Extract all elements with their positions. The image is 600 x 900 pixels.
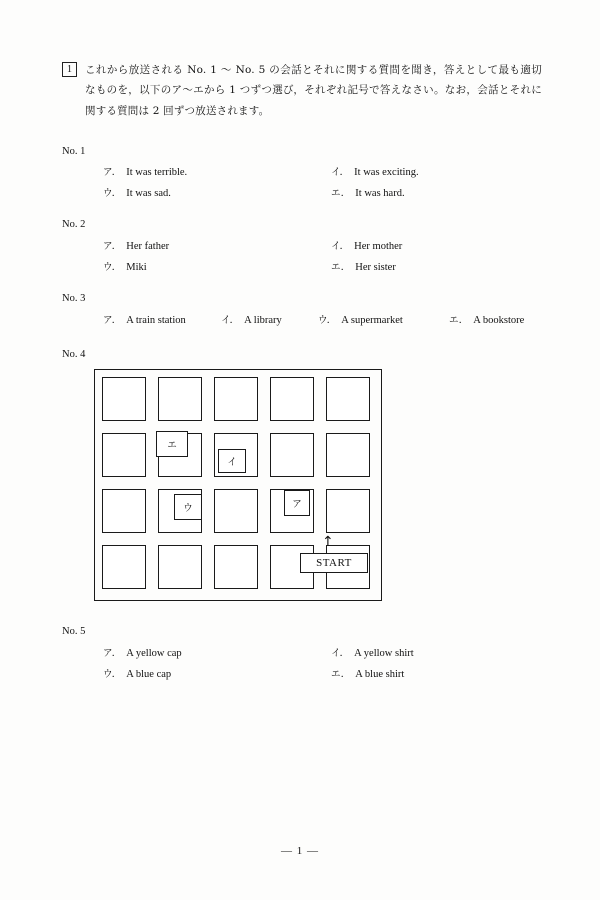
choice-no2-i[interactable] bbox=[331, 238, 402, 252]
section-label-no3: No. 3 bbox=[62, 293, 86, 304]
choice-text: A train station bbox=[126, 315, 186, 326]
choice-text: Miki bbox=[126, 262, 147, 273]
choice-mark: ウ． bbox=[103, 669, 122, 680]
choice-no1-u[interactable] bbox=[103, 185, 171, 199]
choice-mark: エ． bbox=[449, 315, 469, 326]
map-block bbox=[270, 377, 314, 421]
map-block bbox=[270, 433, 314, 477]
question-header bbox=[62, 60, 542, 121]
choice-no5-u[interactable] bbox=[103, 666, 171, 680]
map-block bbox=[326, 433, 370, 477]
map-block bbox=[158, 377, 202, 421]
question-number-box: 1 bbox=[62, 62, 77, 77]
section-label-no4: No. 4 bbox=[62, 349, 86, 360]
choice-no2-a[interactable] bbox=[103, 238, 169, 252]
choice-mark: ア． bbox=[103, 167, 122, 178]
choice-no5-a[interactable] bbox=[103, 645, 182, 659]
map-block bbox=[102, 489, 146, 533]
choice-mark: エ． bbox=[331, 669, 351, 680]
map-block bbox=[102, 377, 146, 421]
choice-text: It was exciting. bbox=[354, 167, 419, 178]
choice-no3-u[interactable] bbox=[318, 312, 403, 326]
choice-mark: エ． bbox=[331, 262, 351, 273]
map-block bbox=[326, 377, 370, 421]
choice-text: Her father bbox=[126, 241, 170, 252]
page-number: — 1 — bbox=[281, 845, 319, 857]
choice-text: A yellow shirt bbox=[354, 648, 414, 659]
choice-no1-e[interactable] bbox=[331, 185, 405, 199]
choice-text: A library bbox=[244, 315, 282, 326]
choice-mark: ア． bbox=[103, 241, 122, 252]
map-block bbox=[102, 433, 146, 477]
map-block bbox=[102, 545, 146, 589]
map-block bbox=[326, 489, 370, 533]
start-marker: START bbox=[300, 553, 368, 573]
choice-mark: イ． bbox=[221, 315, 240, 326]
choice-text: It was sad. bbox=[126, 188, 171, 199]
choice-mark: ウ． bbox=[318, 315, 337, 326]
choice-no5-e[interactable] bbox=[331, 666, 404, 680]
choice-text: It was terrible. bbox=[126, 167, 188, 178]
choice-mark: ア． bbox=[103, 315, 122, 326]
choice-mark: イ． bbox=[331, 167, 350, 178]
map-label-i: イ bbox=[218, 449, 246, 473]
choice-mark: ア． bbox=[103, 648, 122, 659]
choice-no1-a[interactable] bbox=[103, 164, 187, 178]
choice-mark: エ． bbox=[331, 188, 351, 199]
choice-mark: ウ． bbox=[103, 188, 122, 199]
start-arrow-icon: ↑ bbox=[322, 534, 334, 550]
choice-mark: イ． bbox=[331, 648, 350, 659]
choice-text: A blue cap bbox=[126, 669, 172, 680]
choice-no2-u[interactable] bbox=[103, 259, 147, 273]
choice-text: A blue shirt bbox=[355, 669, 405, 680]
choice-text: Her sister bbox=[355, 262, 396, 273]
choice-no1-i[interactable] bbox=[331, 164, 419, 178]
choice-no5-i[interactable] bbox=[331, 645, 414, 659]
map-block bbox=[214, 489, 258, 533]
choice-mark: イ． bbox=[331, 241, 350, 252]
map-label-a: ア bbox=[284, 490, 310, 516]
map-label-u: ウ bbox=[174, 494, 202, 520]
map-figure bbox=[94, 369, 382, 601]
section-label-no5: No. 5 bbox=[62, 626, 86, 637]
choice-text: It was hard. bbox=[355, 188, 405, 199]
map-block bbox=[158, 545, 202, 589]
section-label-no1: No. 1 bbox=[62, 146, 86, 157]
map-label-e: エ bbox=[156, 431, 188, 457]
section-label-no2: No. 2 bbox=[62, 219, 86, 230]
choice-text: A bookstore bbox=[473, 315, 525, 326]
map-block bbox=[214, 545, 258, 589]
choice-text: A yellow cap bbox=[126, 648, 182, 659]
choice-no2-e[interactable] bbox=[331, 259, 396, 273]
map-block bbox=[214, 377, 258, 421]
choice-no3-i[interactable] bbox=[221, 312, 282, 326]
choice-no3-a[interactable] bbox=[103, 312, 186, 326]
choice-no3-e[interactable] bbox=[449, 312, 524, 326]
choice-text: A supermarket bbox=[341, 315, 403, 326]
choice-mark: ウ． bbox=[103, 262, 122, 273]
choice-text: Her mother bbox=[354, 241, 403, 252]
question-instruction: これから放送される No. 1 ～ No. 5 の会話とそれに関する質問を聞き，答えとして最も適切なものを，以下のア～エから 1 つずつ選び，それぞれ記号で答えなさい。なお，会話とそれに関する質問は 2 回ずつ放送されます。 bbox=[85, 64, 542, 117]
